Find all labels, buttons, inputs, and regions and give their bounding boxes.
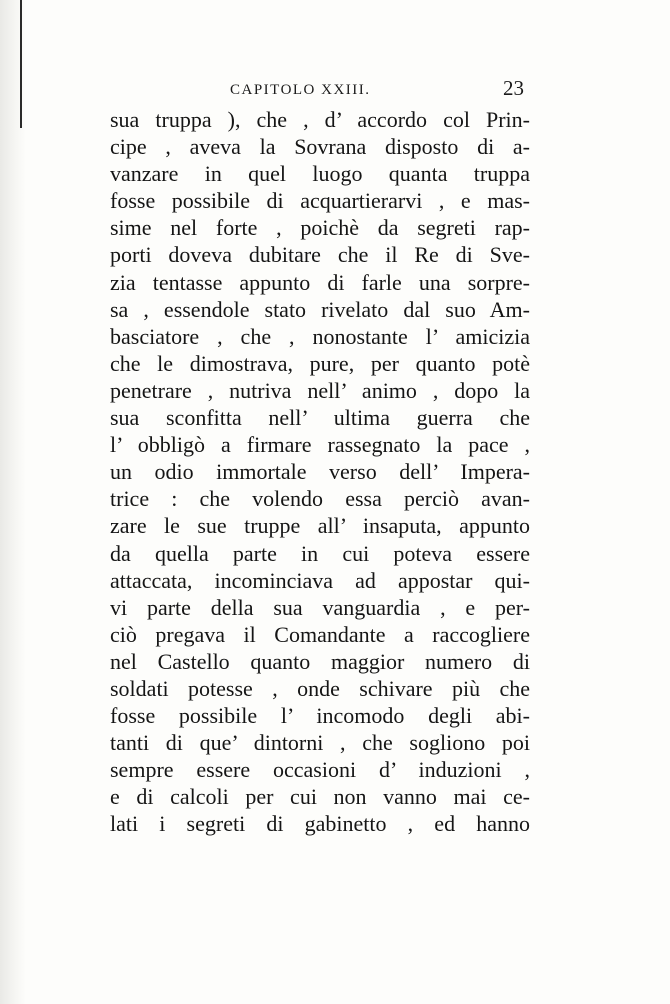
page-gutter [0, 0, 26, 1004]
text-line: sempre essere occasioni d’ induzioni , [110, 757, 530, 783]
text-line: sua sconfitta nell’ ultima guerra che [110, 405, 530, 431]
text-line: e di calcoli per cui non vanno mai ce- [110, 784, 530, 810]
text-line: lati i segreti di gabinetto , ed hanno [110, 811, 530, 837]
text-line: penetrare , nutriva nell’ animo , dopo la [110, 377, 530, 403]
text-line: l’ obbligò a firmare rassegnato la pace , [110, 432, 530, 458]
text-line: un odio immortale verso dell’ Impera- [110, 459, 530, 485]
text-line: basciatore , che , nonostante l’ amicizia [110, 323, 530, 349]
text-line: porti doveva dubitare che il Re di Sve- [110, 242, 530, 268]
binding-edge-line [20, 0, 22, 128]
text-line: sa , essendole stato rivelato dal suo Am- [110, 296, 530, 322]
text-line: soldati potesse , onde schivare più che [110, 675, 530, 701]
text-line: vi parte della sua vanguardia , e per- [110, 594, 530, 620]
text-line: sime nel forte , poichè da segreti rap- [110, 215, 530, 241]
text-line: che le dimostrava, pure, per quanto potè [110, 350, 530, 376]
text-line: cipe , aveva la Sovrana disposto di a- [110, 134, 530, 160]
text-line: nel Castello quanto maggior numero di [110, 648, 530, 674]
text-line: attaccata, incominciava ad appostar qui- [110, 567, 530, 593]
text-line: zare le sue truppe all’ insaputa, appunto [110, 513, 530, 539]
text-line: fosse possibile di acquartierarvi , e mas- [110, 188, 530, 214]
text-line: vanzare in quel luogo quanta truppa [110, 161, 530, 187]
chapter-title: CAPITOLO XXIII. [230, 82, 371, 98]
page-number: 23 [503, 76, 524, 100]
text-line: fosse possibile l’ incomodo degli abi- [110, 703, 530, 729]
text-line: sua truppa ), che , d’ accordo col Prin- [110, 107, 530, 132]
text-line: da quella parte in cui poteva essere [110, 540, 530, 566]
text-line: zia tentasse appunto di farle una sorpre- [110, 269, 530, 295]
text-line: ciò pregava il Comandante a raccogliere [110, 621, 530, 647]
body-text [110, 106, 530, 838]
running-head [108, 76, 528, 108]
text-line: tanti di que’ dintorni , che sogliono poi [110, 730, 530, 756]
text-line: trice : che volendo essa perciò avan- [110, 486, 530, 512]
